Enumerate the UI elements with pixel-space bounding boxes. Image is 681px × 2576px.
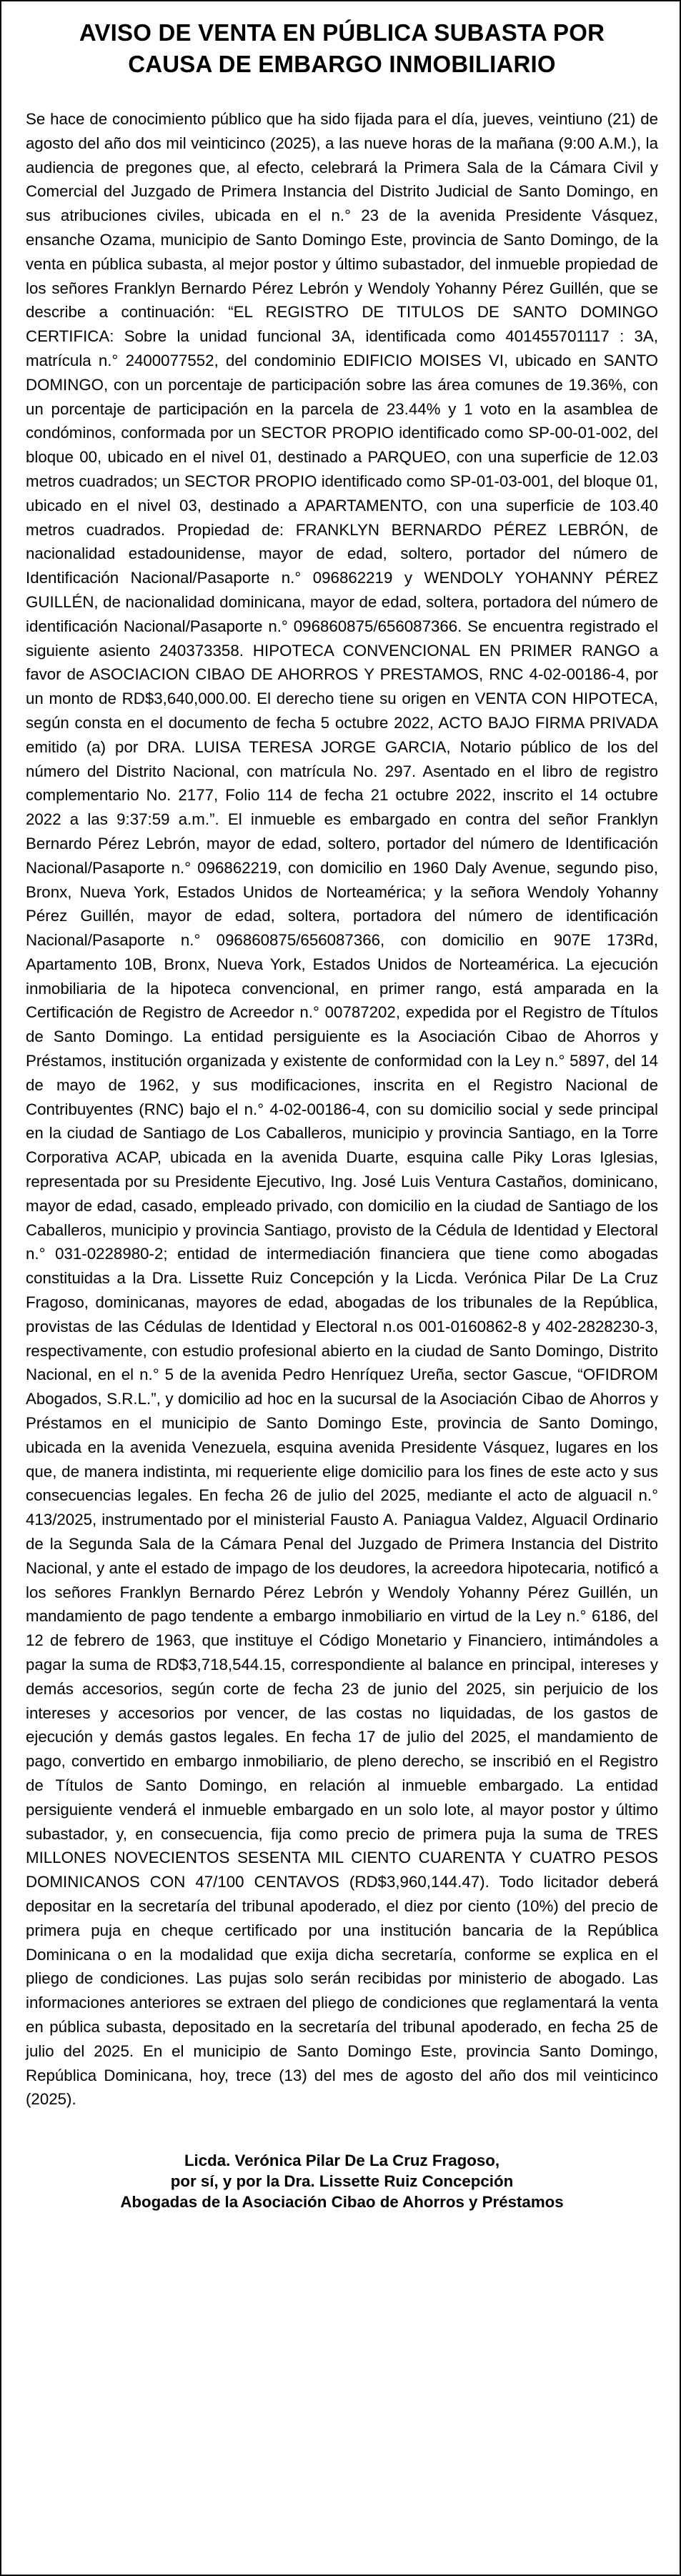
signature-line-2: por sí, y por la Dra. Lissette Ruiz Concepción	[170, 2172, 514, 2191]
signature-line-1: Licda. Verónica Pilar De La Cruz Fragoso,	[184, 2152, 500, 2170]
notice-title-line-2: CAUSA DE EMBARGO INMOBILIARIO	[128, 51, 556, 77]
signature-line-3: Abogadas de la Asociación Cibao de Ahorros y Préstamos	[120, 2193, 564, 2212]
notice-title-line-1: AVISO DE VENTA EN PÚBLICA SUBASTA POR	[79, 19, 605, 46]
notice-content	[26, 17, 658, 2212]
notice-title	[26, 17, 658, 80]
notice-body: Se hace de conocimiento público que ha sido fijada para el día, jueves, veintiuno (21) de agosto del año dos mil veinticinco (2025), a las nueve horas de la mañana (9:00 A.M.), la audiencia de pregones que, al efecto, celebrará la Primera Sala de la Cámara Civil y Comercial del Juzgado de Primera Instancia del Distrito Judicial de Santo Domingo, en sus atribuciones civiles, ubicada en el n.° 23 de la avenida Presidente Vásquez, ensanche Ozama, municipio de Santo Domingo Este, provincia de Santo Domingo, de la venta en pública subasta, al mejor postor y último subastador, del inmueble propiedad de los señores Franklyn Bernardo Pérez Lebrón y Wendoly Yohanny Pérez Guillén, que se describe a continuación: “EL REGISTRO DE TITULOS DE SANTO DOMINGO CERTIFICA: Sobre la unidad funcional 3A, identificada como 401455701117 : 3A, matrícula n.° 2400077552, del condominio EDIFICIO MOISES VI, ubicado en SANTO DOMINGO, con un porcentaje de participación sobre las área comunes de 19.36%, con un porcentaje de participación en la parcela de 23.44% y 1 voto en la asamblea de condóminos, conformada por un SECTOR PROPIO identificado como SP-00-01-002, del bloque 00, ubicado en el nivel 01, destinado a PARQUEO, con una superficie de 12.03 metros cuadrados; un SECTOR PROPIO identificado como SP-01-03-001, del bloque 01, ubicado en el nivel 03, destinado a APARTAMENTO, con una superficie de 103.40 metros cuadrados. Propiedad de: FRANKLYN BERNARDO PÉREZ LEBRÓN, de nacionalidad estadounidense, mayor de edad, soltero, portador del número de Identificación Nacional/Pasaporte n.° 096862219 y WENDOLY YOHANNY PÉREZ GUILLÉN, de nacionalidad dominicana, mayor de edad, soltera, portadora del número de identificación Nacional/Pasaporte n.° 096860875/656087366. Se encuentra registrado el siguiente asiento 240373358. HIPOTECA CONVENCIONAL EN PRIMER RANGO a favor de ASOCIACION CIBAO DE AHORROS Y PRESTAMOS, RNC 4-02-00186-4, por un monto de RD$3,640,000.00. El derecho tiene su origen en VENTA CON HIPOTECA, según consta en el documento de fecha 5 octubre 2022, ACTO BAJO FIRMA PRIVADA emitido (a) por DRA. LUISA TERESA JORGE GARCIA, Notario público de los del número del Distrito Nacional, con matrícula No. 297. Asentado en el libro de registro complementario No. 2177, Folio 114 de fecha 21 octubre 2022, inscrito el 14 octubre 2022 a las 9:37:59 a.m.”. El inmueble es embargado en contra del señor Franklyn Bernardo Pérez Lebrón, mayor de edad, soltero, portador del número de Identificación Nacional/Pasaporte n.° 096862219, con domicilio en 1960 Daly Avenue, segundo piso, Bronx, Nueva York, Estados Unidos de Norteamérica; y la señora Wendoly Yohanny Pérez Guillén, mayor de edad, soltera, portadora del número de identificación Nacional/Pasaporte n.° 096860875/656087366, con domicilio en 907E 173Rd, Apartamento 10B, Bronx, Nueva York, Estados Unidos de Norteamérica. La ejecución inmobiliaria de la hipoteca convencional, en primer rango, está amparada en la Certificación de Registro de Acreedor n.° 00787202, expedida por el Registro de Títulos de Santo Domingo. La entidad persiguiente es la Asociación Cibao de Ahorros y Préstamos, institución organizada y existente de conformidad con la Ley n.° 5897, del 14 de mayo de 1962, y sus modificaciones, inscrita en el Registro Nacional de Contribuyentes (RNC) bajo el n.° 4-02-00186-4, con su domicilio social y sede principal en la ciudad de Santiago de Los Caballeros, municipio y provincia Santiago, en la Torre Corporativa ACAP, ubicada en la avenida Duarte, esquina calle Piky Loras Iglesias, representada por su Presidente Ejecutivo, Ing. José Luis Ventura Castaños, dominicano, mayor de edad, casado, empleado privado, con domicilio en la ciudad de Santiago de los Caballeros, municipio y provincia Santiago, provisto de la Cédula de Identidad y Electoral n.° 031-0228980-2; entidad de intermediación financiera que tiene como abogadas constituidas a la Dra. Lissette Ruiz Concepción y la Licda. Verónica Pilar De La Cruz Fragoso, dominicanas, mayores de edad, abogadas de los tribunales de la República, provistas de las Cédulas de Identidad y Electoral n.os 001-0160862-8 y 402-2828230-3, respectivamente, con estudio profesional abierto en la ciudad de Santo Domingo, Distrito Nacional, en el n.° 5 de la avenida Pedro Henríquez Ureña, sector Gascue, “OFIDROM Abogados, S.R.L.”, y domicilio ad hoc en la sucursal de la Asociación Cibao de Ahorros y Préstamos en el municipio de Santo Domingo Este, provincia de Santo Domingo, ubicada en la avenida Venezuela, esquina avenida Presidente Vásquez, lugares en los que, de manera indistinta, mi requeriente elige domicilio para los fines de este acto y sus consecuencias legales. En fecha 26 de julio del 2025, mediante el acto de alguacil n.° 413/2025, instrumentado por el ministerial Fausto A. Paniagua Valdez, Alguacil Ordinario de la Segunda Sala de la Cámara Penal del Juzgado de Primera Instancia del Distrito Nacional, y ante el estado de impago de los deudores, la acreedora hipotecaria, notificó a los señores Franklyn Bernardo Pérez Lebrón y Wendoly Yohanny Pérez Guillén, un mandamiento de pago tendente a embargo inmobiliario en virtud de la Ley n.° 6186, del 12 de febrero de 1963, que instituye el Código Monetario y Financiero, intimándoles a pagar la suma de RD$3,718,544.15, correspondiente al balance en principal, intereses y demás accesorios, según corte de fecha 23 de junio del 2025, sin perjuicio de los intereses y accesorios por vencer, de las costas no liquidadas, de los gastos de ejecución y demás gastos legales. En fecha 17 de julio del 2025, el mandamiento de pago, convertido en embargo inmobiliario, de pleno derecho, se inscribió en el Registro de Títulos de Santo Domingo, en relación al inmueble embargado. La entidad persiguiente venderá el inmueble embargado en un solo lote, al mayor postor y último subastador, y, en consecuencia, fija como precio de primera puja la suma de TRES MILLONES NOVECIENTOS SESENTA MIL CIENTO CUARENTA Y CUATRO PESOS DOMINICANOS CON 47/100 CENTAVOS (RD$3,960,144.47). Todo licitador deberá depositar en la secretaría del tribunal apoderado, el diez por ciento (10%) del precio de primera puja en cheque certificado por una institución bancaria de la República Dominicana o en la modalidad que exija dicha secretaría, conforme se explica en el pliego de condiciones. Las pujas solo serán recibidas por ministerio de abogado. Las informaciones anteriores se extraen del pliego de condiciones que reglamentará la venta en pública subasta, depositado en la secretaría del tribunal apoderado, en fecha 25 de julio del 2025. En el municipio de Santo Domingo Este, provincia Santo Domingo, República Dominicana, hoy, trece (13) del mes de agosto del año dos mil veinticinco (2025).	[26, 110, 659, 2109]
signature-block	[26, 2150, 658, 2212]
